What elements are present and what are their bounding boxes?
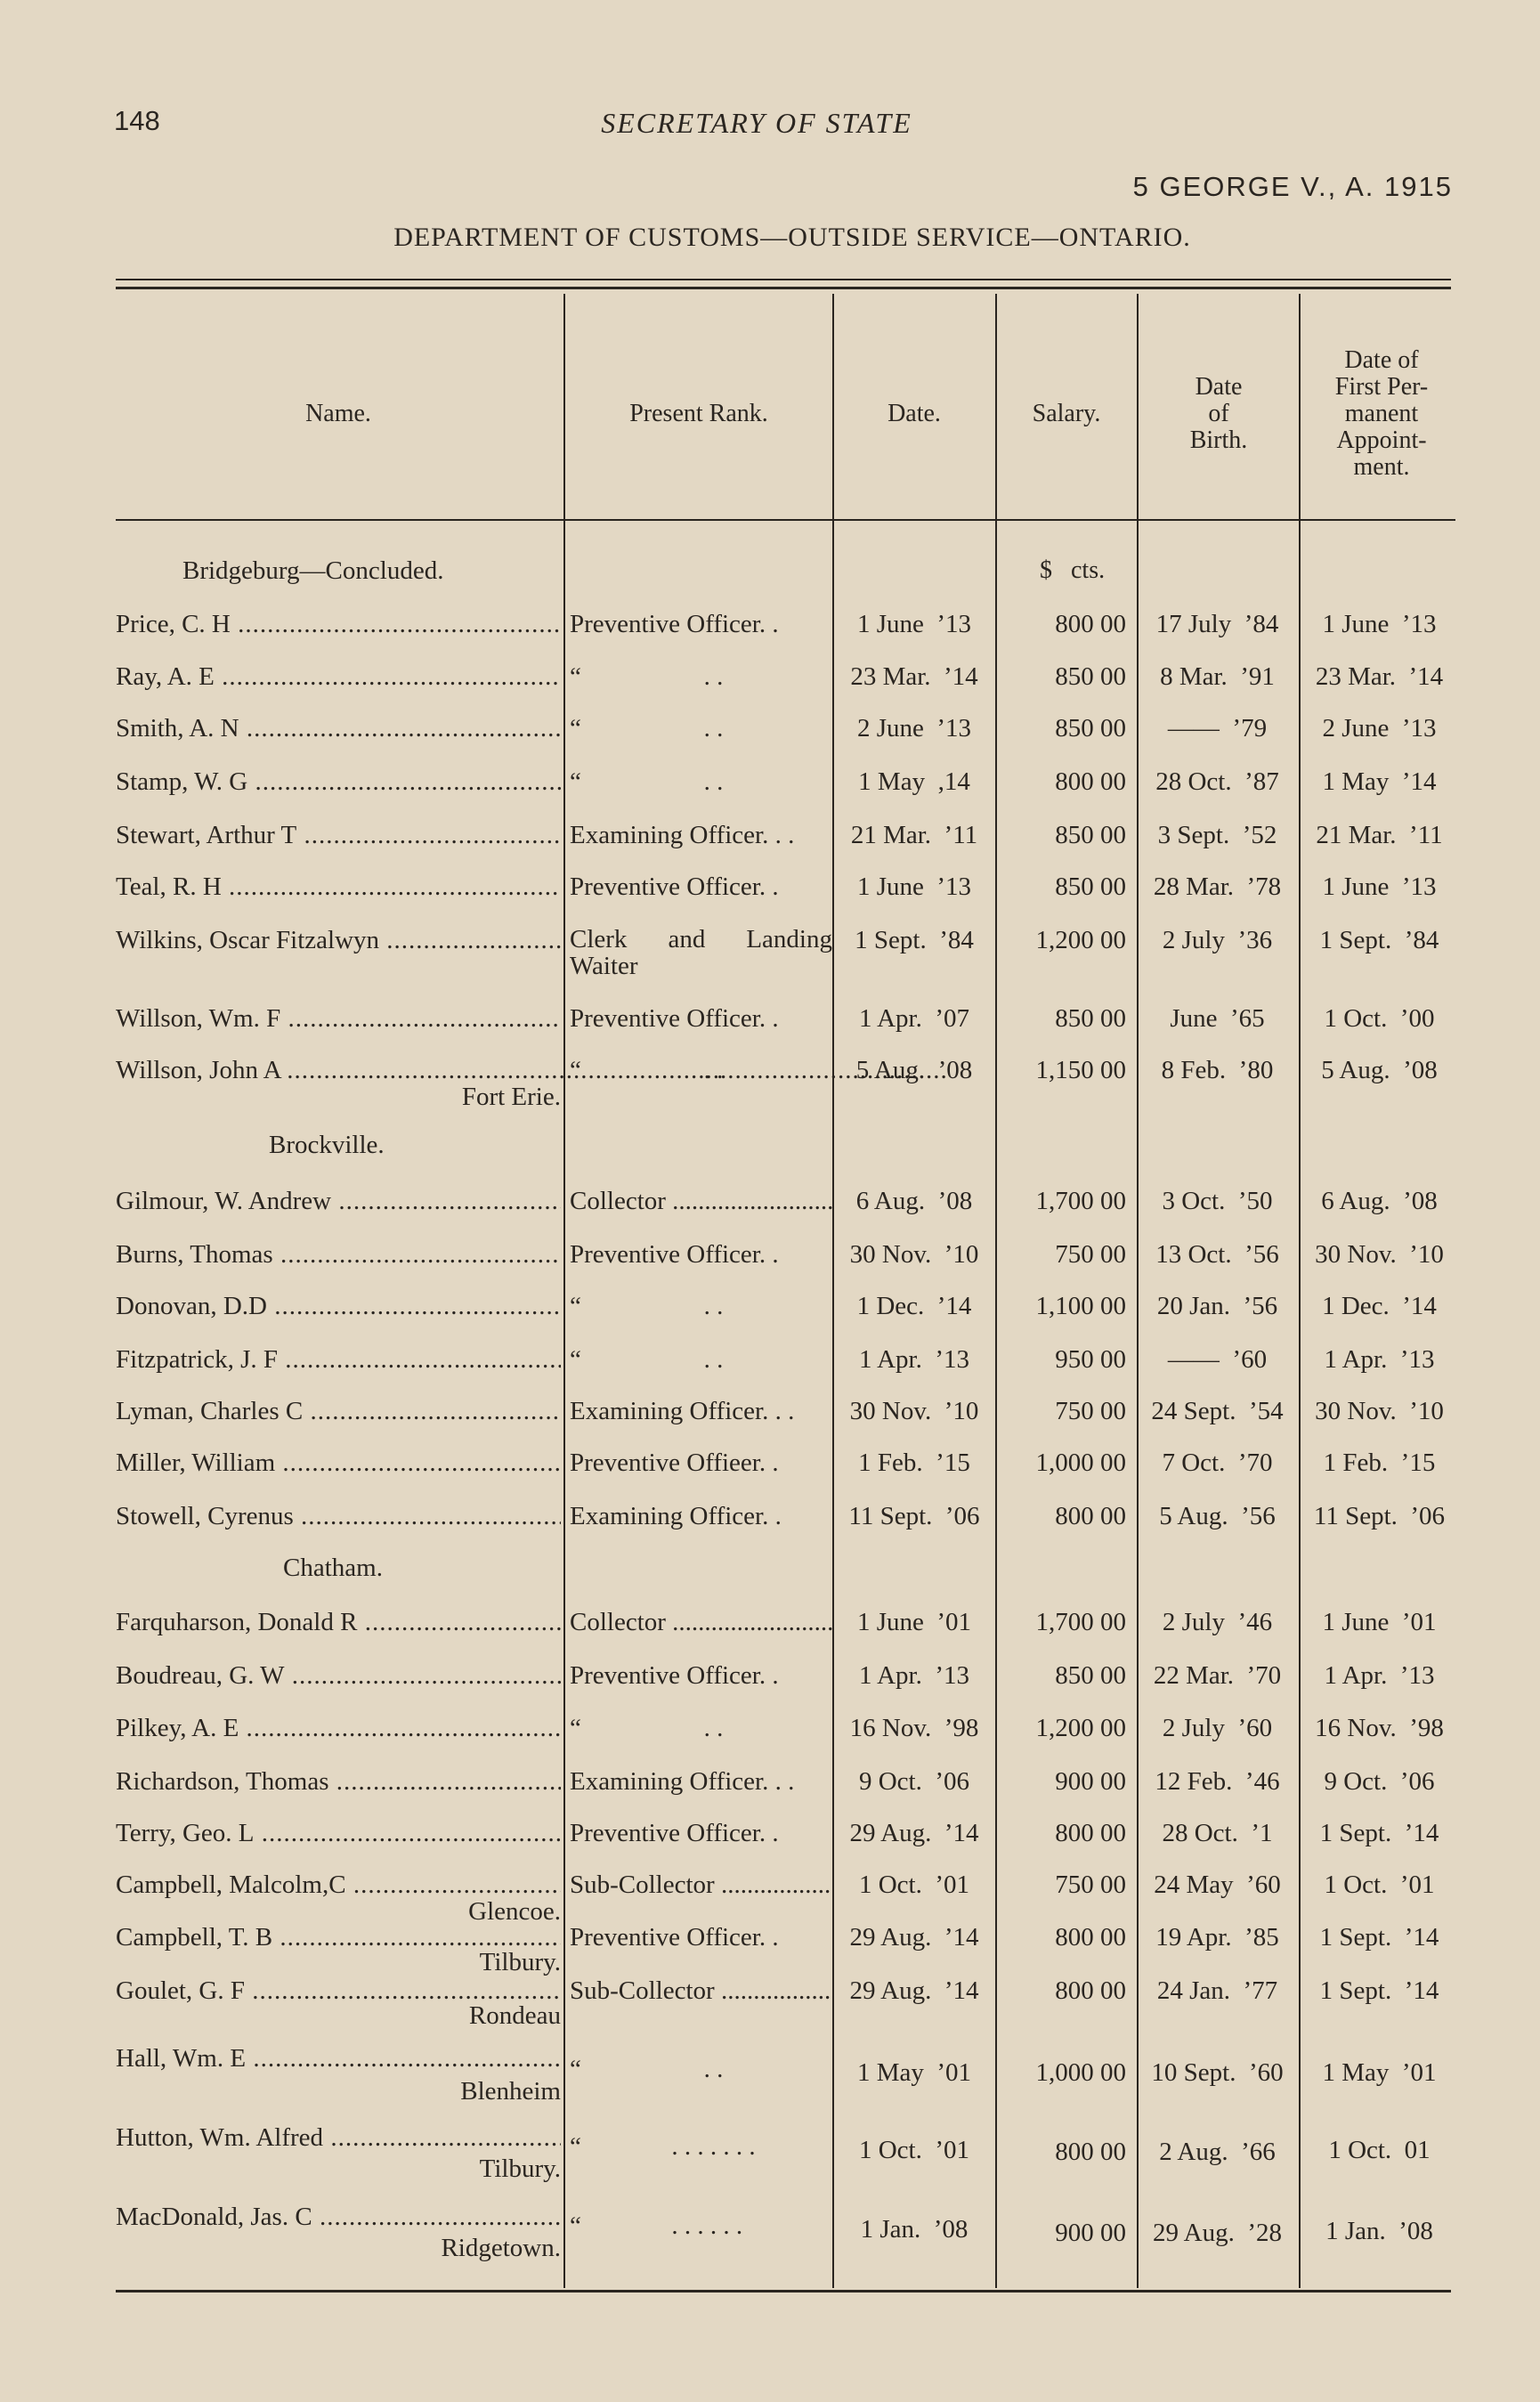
column-header-first-appointment bbox=[1301, 347, 1462, 481]
birth-cell: 24 Jan. ’77 bbox=[1156, 1976, 1278, 2005]
birth-cell: 2 July ’36 bbox=[1162, 926, 1273, 954]
rank-cell: Preventive Officer. . bbox=[570, 1923, 779, 1952]
first-appointment-cell: 1 Apr. ’13 bbox=[1324, 1345, 1435, 1374]
date-cell: 1 Apr. ’07 bbox=[858, 1004, 970, 1033]
first-appointment-cell: 21 Mar. ’11 bbox=[1316, 821, 1443, 849]
salary-cell: 1,700 00 bbox=[1035, 1608, 1126, 1636]
salary-cell: 1,150 00 bbox=[1035, 1056, 1126, 1084]
birth-cell: 3 Sept. ’52 bbox=[1157, 821, 1277, 849]
name-cell: Hall, Wm. E ..... bbox=[116, 2044, 561, 2073]
name-cell: Ray, A. E ..... bbox=[116, 662, 561, 692]
name-cell: Teal, R. H ..... bbox=[116, 872, 561, 902]
date-cell: 1 June ’13 bbox=[856, 610, 972, 638]
location-label: Blenheim bbox=[460, 2077, 561, 2106]
rank-cell: Examining Officer. . . bbox=[570, 821, 795, 849]
first-appointment-cell: 11 Sept. ’06 bbox=[1313, 1502, 1446, 1530]
column-header-rank: Present Rank. bbox=[629, 400, 768, 427]
rank-cell: “ . . bbox=[570, 2055, 724, 2083]
column-divider-5 bbox=[1299, 294, 1301, 2288]
name-cell: Campbell, Malcolm,C ..... bbox=[116, 1870, 561, 1900]
rank-cell: “ . . bbox=[570, 767, 724, 796]
rank-cell: “ . . bbox=[570, 1056, 724, 1084]
location-label: Tilbury. bbox=[479, 1948, 561, 1976]
first-appointment-cell: 9 Oct. ’06 bbox=[1324, 1767, 1435, 1796]
salary-cell: 800 00 bbox=[1055, 1819, 1126, 1847]
name-cell: Farquharson, Donald R ..... bbox=[116, 1608, 561, 1637]
date-cell: 1 Dec. ’14 bbox=[856, 1292, 972, 1320]
birth-cell: 12 Feb. ’46 bbox=[1155, 1767, 1280, 1796]
rank-cell: Preventive Officer. . bbox=[570, 610, 779, 638]
first-appointment-cell: 5 Aug. ’08 bbox=[1321, 1056, 1438, 1084]
header-line: manent bbox=[1344, 400, 1419, 427]
salary-cell: 850 00 bbox=[1055, 714, 1126, 743]
date-cell: 1 Apr. ’13 bbox=[858, 1345, 970, 1374]
header-line: Appoint- bbox=[1336, 426, 1427, 454]
first-appointment-cell: 30 Nov. ’10 bbox=[1315, 1397, 1444, 1425]
salary-cell: 1,200 00 bbox=[1035, 926, 1126, 954]
rank-cell: Examining Officer. . bbox=[570, 1502, 782, 1530]
birth-cell: 28 Mar. ’78 bbox=[1153, 872, 1282, 901]
name-cell: Boudreau, G. W ..... bbox=[116, 1661, 561, 1691]
section-title: Bridgeburg—Concluded. bbox=[182, 556, 444, 585]
first-appointment-cell: 6 Aug. ’08 bbox=[1321, 1187, 1438, 1215]
section-title: Brockville. bbox=[269, 1131, 385, 1159]
date-cell: 21 Mar. ’11 bbox=[850, 821, 978, 849]
date-cell: 2 June ’13 bbox=[856, 714, 972, 743]
salary-cell: 800 00 bbox=[1055, 2138, 1126, 2166]
salary-cell: 1,100 00 bbox=[1035, 1292, 1126, 1320]
date-cell: 29 Aug. ’14 bbox=[849, 1819, 979, 1847]
session-label: 5 GEORGE V., A. 1915 bbox=[1132, 171, 1453, 202]
rank-cell: Collector ..... bbox=[570, 1187, 832, 1216]
column-divider-1 bbox=[563, 294, 565, 2288]
bottom-rule bbox=[116, 2290, 1451, 2292]
birth-cell: 20 Jan. ’56 bbox=[1156, 1292, 1278, 1320]
birth-cell: 3 Oct. ’50 bbox=[1162, 1187, 1273, 1215]
rank-cell: “ . . . . . . . bbox=[570, 2132, 756, 2161]
birth-cell: —— ’79 bbox=[1167, 714, 1268, 743]
salary-cell: 900 00 bbox=[1055, 1767, 1126, 1796]
first-appointment-cell: 1 Sept. ’14 bbox=[1319, 1976, 1439, 2005]
date-cell: 11 Sept. ’06 bbox=[848, 1502, 980, 1530]
rank-cell: Preventive Officer. . bbox=[570, 872, 779, 901]
salary-cell: 750 00 bbox=[1055, 1240, 1126, 1269]
first-appointment-cell: 1 Feb. ’15 bbox=[1323, 1449, 1436, 1477]
date-cell: 1 Jan. ’08 bbox=[860, 2215, 969, 2244]
first-appointment-cell: 1 Sept. ’84 bbox=[1319, 926, 1439, 954]
location-label: Rondeau bbox=[468, 2001, 561, 2030]
date-cell: 30 Nov. ’10 bbox=[849, 1397, 979, 1425]
birth-cell: 2 Aug. ’66 bbox=[1159, 2138, 1276, 2166]
salary-cell: 750 00 bbox=[1055, 1870, 1126, 1899]
name-cell: Gilmour, W. Andrew ..... bbox=[116, 1187, 561, 1216]
date-cell: 29 Aug. ’14 bbox=[849, 1976, 979, 2005]
date-cell: 1 Oct. ’01 bbox=[858, 2136, 970, 2164]
salary-cell: 800 00 bbox=[1055, 1976, 1126, 2005]
first-appointment-cell: 1 Oct. ’00 bbox=[1324, 1004, 1435, 1033]
top-double-rule-upper bbox=[116, 279, 1451, 280]
name-cell: Stewart, Arthur T ..... bbox=[116, 821, 561, 850]
header-line: Date of bbox=[1344, 346, 1419, 374]
date-cell: 1 Oct. ’01 bbox=[858, 1870, 970, 1899]
name-cell: Willson, Wm. F ..... bbox=[116, 1004, 561, 1034]
salary-cell: 850 00 bbox=[1055, 1004, 1126, 1033]
date-cell: 16 Nov. ’98 bbox=[849, 1714, 979, 1742]
column-header-name: Name. bbox=[305, 400, 371, 427]
name-cell: Lyman, Charles C ..... bbox=[116, 1397, 561, 1426]
first-appointment-cell: 23 Mar. ’14 bbox=[1315, 662, 1444, 691]
header-bottom-rule bbox=[116, 519, 1455, 521]
birth-cell: 29 Aug. ’28 bbox=[1153, 2219, 1282, 2247]
rank-cell: Examining Officer. . . bbox=[570, 1397, 795, 1425]
birth-cell: 17 July ’84 bbox=[1155, 610, 1279, 638]
name-cell: Goulet, G. F ..... bbox=[116, 1976, 561, 2006]
birth-cell: 8 Mar. ’91 bbox=[1160, 662, 1275, 691]
header-line: Birth. bbox=[1189, 426, 1248, 454]
rank-cell: Preventive Officer. . bbox=[570, 1004, 779, 1033]
name-cell: Smith, A. N ..... bbox=[116, 714, 561, 743]
birth-cell: June ’65 bbox=[1170, 1004, 1265, 1033]
salary-cell: 800 00 bbox=[1055, 1923, 1126, 1952]
rank-cell: “ . . bbox=[570, 714, 724, 743]
birth-cell: 2 July ’46 bbox=[1162, 1608, 1273, 1636]
first-appointment-cell: 1 May ’01 bbox=[1322, 2058, 1437, 2087]
rank-cell: “ . . bbox=[570, 1714, 724, 1742]
location-label: Fort Erie. bbox=[461, 1083, 561, 1111]
column-header-salary: Salary. bbox=[1032, 400, 1101, 427]
salary-cell: 950 00 bbox=[1055, 1345, 1126, 1374]
name-cell: Stamp, W. G ..... bbox=[116, 767, 561, 797]
salary-cell: 800 00 bbox=[1055, 767, 1126, 796]
date-cell: 5 Aug. ’08 bbox=[855, 1056, 973, 1084]
birth-cell: 24 Sept. ’54 bbox=[1151, 1397, 1284, 1425]
rank-cell: Sub-Collector ..... bbox=[570, 1976, 832, 2006]
date-cell: 1 Sept. ’84 bbox=[855, 926, 974, 954]
date-cell: 1 May ,14 bbox=[858, 767, 970, 796]
rank-cell: Collector ..... bbox=[570, 1608, 832, 1637]
birth-cell: 28 Oct. ’1 bbox=[1162, 1819, 1273, 1847]
birth-cell: 19 Apr. ’85 bbox=[1155, 1923, 1279, 1952]
first-appointment-cell: 1 Dec. ’14 bbox=[1322, 1292, 1437, 1320]
name-cell: Campbell, T. B ..... bbox=[116, 1923, 561, 1952]
birth-cell: 10 Sept. ’60 bbox=[1151, 2058, 1284, 2087]
salary-cell: 850 00 bbox=[1055, 821, 1126, 849]
birth-cell: —— ’60 bbox=[1167, 1345, 1268, 1374]
location-label: Glencoe. bbox=[468, 1897, 561, 1926]
date-cell: 1 Apr. ’13 bbox=[858, 1661, 970, 1690]
date-cell: 29 Aug. ’14 bbox=[849, 1923, 979, 1952]
first-appointment-cell: 1 Apr. ’13 bbox=[1324, 1661, 1435, 1690]
salary-cell: 1,200 00 bbox=[1035, 1714, 1126, 1742]
first-appointment-cell: 1 Oct. ’01 bbox=[1324, 1870, 1435, 1899]
name-cell: Miller, William ..... bbox=[116, 1449, 561, 1478]
first-appointment-cell: 1 Sept. ’14 bbox=[1319, 1923, 1439, 1952]
name-cell: Pilkey, A. E ..... bbox=[116, 1714, 561, 1743]
date-cell: 30 Nov. ’10 bbox=[849, 1240, 979, 1269]
first-appointment-cell: 16 Nov. ’98 bbox=[1315, 1714, 1444, 1742]
location-label: Ridgetown. bbox=[441, 2234, 561, 2262]
salary-cell: 1,000 00 bbox=[1035, 1449, 1126, 1477]
name-cell: Wilkins, Oscar Fitzalwyn ..... bbox=[116, 926, 561, 955]
location-label: Tilbury. bbox=[479, 2154, 561, 2183]
salary-cell: 850 00 bbox=[1055, 662, 1126, 691]
date-cell: 1 June ’01 bbox=[856, 1608, 972, 1636]
birth-cell: 13 Oct. ’56 bbox=[1155, 1240, 1279, 1269]
salary-cell: 800 00 bbox=[1055, 610, 1126, 638]
currency-label: $ cts. bbox=[1040, 556, 1106, 584]
rank-cell: Preventive Officer. . bbox=[570, 1661, 779, 1690]
rank-cell: Clerk and Landing Waiter bbox=[570, 926, 832, 979]
first-appointment-cell: 2 June ’13 bbox=[1322, 714, 1437, 743]
name-cell: Terry, Geo. L ..... bbox=[116, 1819, 561, 1848]
rank-cell: “ . . bbox=[570, 1345, 724, 1374]
rank-cell: Preventive Officer. . bbox=[570, 1240, 779, 1269]
first-appointment-cell: 1 June ’13 bbox=[1322, 610, 1437, 638]
birth-cell: 2 July ’60 bbox=[1162, 1714, 1273, 1742]
first-appointment-cell: 1 Oct. 01 bbox=[1328, 2136, 1431, 2164]
first-appointment-cell: 1 May ’14 bbox=[1322, 767, 1437, 796]
name-cell: Fitzpatrick, J. F ..... bbox=[116, 1345, 561, 1375]
birth-cell: 22 Mar. ’70 bbox=[1153, 1661, 1282, 1690]
first-appointment-cell: 30 Nov. ’10 bbox=[1315, 1240, 1444, 1269]
first-appointment-cell: 1 Jan. ’08 bbox=[1325, 2217, 1433, 2245]
header-line: of bbox=[1208, 400, 1229, 427]
rank-cell: Sub-Collector ..... bbox=[570, 1870, 832, 1900]
first-appointment-cell: 1 June ’01 bbox=[1322, 1608, 1437, 1636]
date-cell: 1 May ’01 bbox=[856, 2058, 972, 2087]
salary-cell: 800 00 bbox=[1055, 1502, 1126, 1530]
date-cell: 6 Aug. ’08 bbox=[855, 1187, 973, 1215]
name-cell: Price, C. H ..... bbox=[116, 610, 561, 639]
salary-cell: 850 00 bbox=[1055, 872, 1126, 901]
birth-cell: 28 Oct. ’87 bbox=[1155, 767, 1279, 796]
date-cell: 23 Mar. ’14 bbox=[850, 662, 978, 691]
running-title: SECRETARY OF STATE bbox=[601, 107, 912, 139]
top-double-rule-lower bbox=[116, 287, 1451, 289]
rank-cell: Preventive Officer. . bbox=[570, 1819, 779, 1847]
header-line: Date bbox=[1195, 373, 1243, 401]
birth-cell: 24 May ’60 bbox=[1154, 1870, 1281, 1899]
column-divider-4 bbox=[1137, 294, 1139, 2288]
date-cell: 1 June ’13 bbox=[856, 872, 972, 901]
name-cell: Donovan, D.D ..... bbox=[116, 1292, 561, 1321]
name-text: Willson, John A bbox=[116, 1056, 280, 1084]
first-appointment-cell: 1 June ’13 bbox=[1322, 872, 1437, 901]
rank-cell: “ . . bbox=[570, 1292, 724, 1320]
salary-cell: 750 00 bbox=[1055, 1397, 1126, 1425]
table-heading: DEPARTMENT OF CUSTOMS—OUTSIDE SERVICE—ONTARIO. bbox=[393, 223, 1191, 252]
name-cell: Stowell, Cyrenus ..... bbox=[116, 1502, 561, 1531]
header-line: First Per- bbox=[1334, 373, 1429, 401]
name-cell: Hutton, Wm. Alfred ..... bbox=[116, 2123, 561, 2153]
rank-cell: “ . . bbox=[570, 662, 724, 691]
name-cell: Richardson, Thomas ..... bbox=[116, 1767, 561, 1797]
rank-cell: Examining Officer. . . bbox=[570, 1767, 795, 1796]
column-header-birth bbox=[1139, 374, 1298, 454]
date-cell: 9 Oct. ’06 bbox=[858, 1767, 970, 1796]
section-title: Chatham. bbox=[283, 1554, 383, 1582]
page-number: 148 bbox=[114, 105, 160, 136]
column-header-date: Date. bbox=[888, 400, 941, 427]
birth-cell: 8 Feb. ’80 bbox=[1161, 1056, 1274, 1084]
name-cell: MacDonald, Jas. C ..... bbox=[116, 2203, 561, 2232]
birth-cell: 5 Aug. ’56 bbox=[1159, 1502, 1276, 1530]
first-appointment-cell: 1 Sept. ’14 bbox=[1319, 1819, 1439, 1847]
rank-cell: “ . . . . . . bbox=[570, 2211, 743, 2240]
salary-cell: 1,700 00 bbox=[1035, 1187, 1126, 1215]
name-cell: Burns, Thomas ..... bbox=[116, 1240, 561, 1270]
salary-cell: 900 00 bbox=[1055, 2219, 1126, 2247]
birth-cell: 7 Oct. ’70 bbox=[1162, 1449, 1273, 1477]
salary-cell: 1,000 00 bbox=[1035, 2058, 1126, 2087]
header-line: ment. bbox=[1353, 453, 1410, 481]
date-cell: 1 Feb. ’15 bbox=[858, 1449, 970, 1477]
salary-cell: 850 00 bbox=[1055, 1661, 1126, 1690]
rank-cell: Preventive Offieer. . bbox=[570, 1449, 779, 1477]
